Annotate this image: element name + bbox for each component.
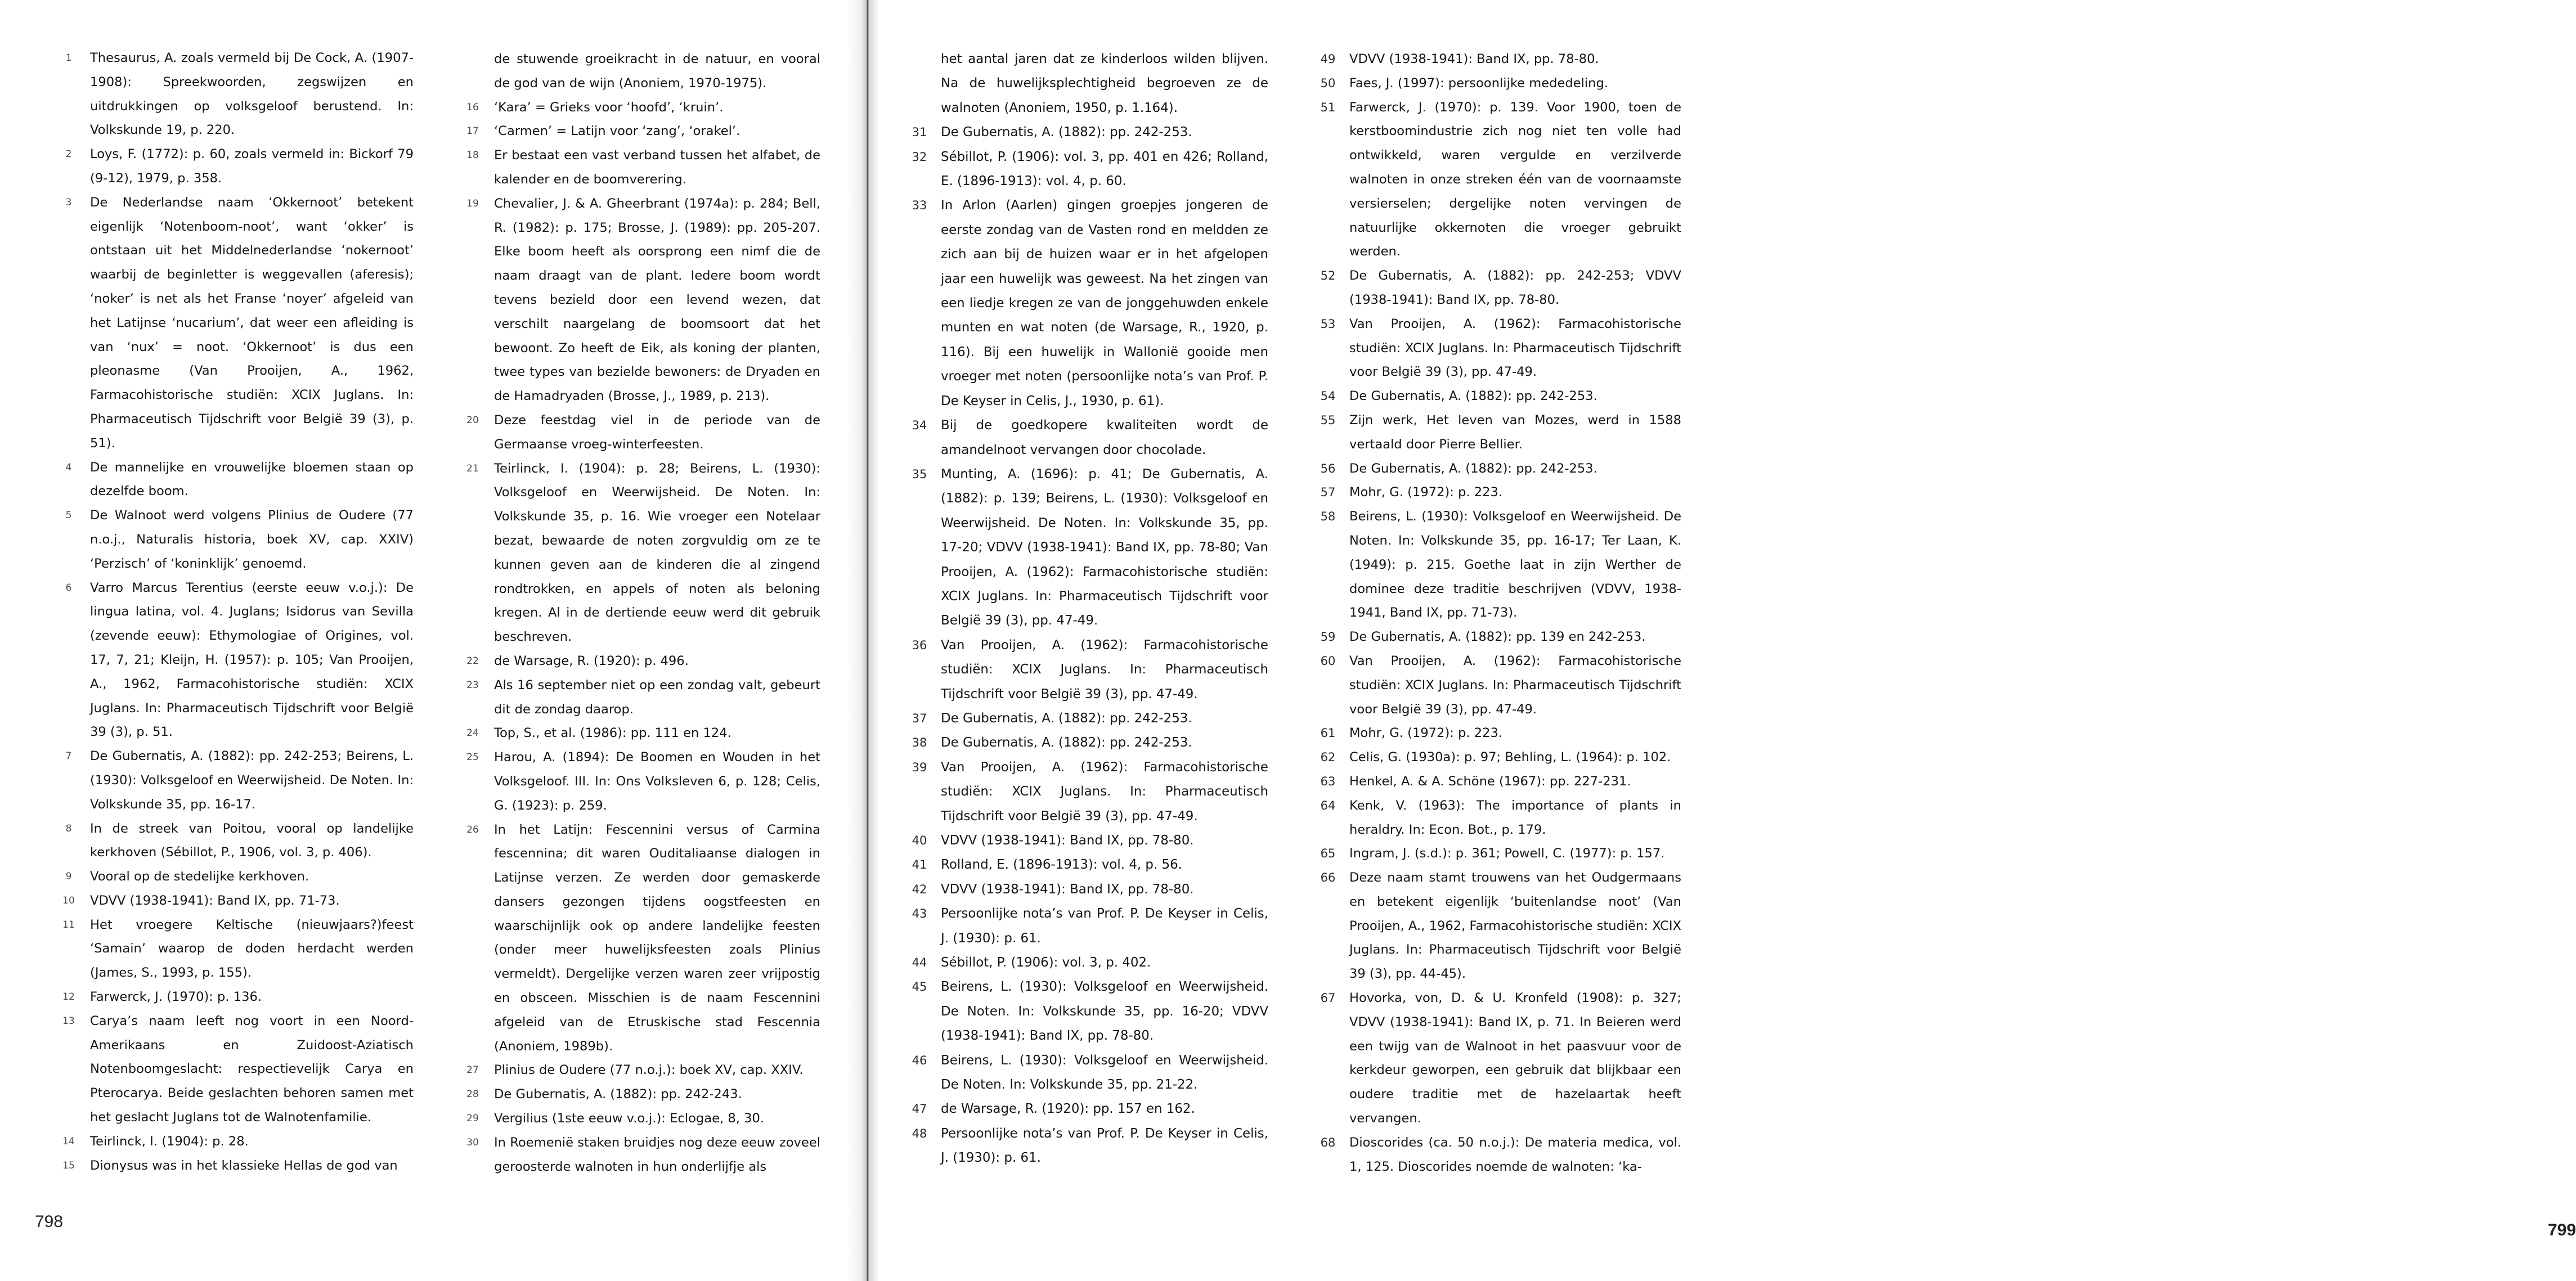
footnote-text: De Gubernatis, A. (1882): pp. 139 en 242-253. (1349, 630, 1646, 645)
footnote-number: 40 (912, 834, 927, 847)
footnote (912, 829, 1268, 853)
footnote-text: Van Prooijen, A. (1962): Farmacohistorische studiën: XCIX Juglans. In: Pharmaceutisch Tijdschrift voor België 39 (3), pp. 47-49. (941, 759, 1268, 824)
footnote (1320, 408, 1681, 457)
footnote (912, 853, 1268, 877)
footnote-text: VDVV (1938-1941): Band IX, pp. 71-73. (90, 893, 340, 908)
footnote-number: 51 (1320, 100, 1336, 114)
footnote (912, 951, 1268, 975)
footnote-text: Vooral op de stedelijke kerkhoven. (90, 869, 309, 884)
footnote (912, 413, 1268, 462)
footnote-text: De mannelijke en vrouwelijke bloemen staan op dezelfde boom. (90, 460, 414, 499)
footnote (912, 707, 1268, 731)
footnote-number: 46 (912, 1053, 927, 1067)
footnote-text: De Nederlandse naam ‘Okkernoot’ betekent eigenlijk ‘Notenboom-noot’, want ‘okker’ is ontstaan uit het Middelnederlandse ‘nokernoot’ waarbij de beginletter is weggevallen (aferesis); ‘noker’ is net als het Franse ‘noyer’ afgeleid van het Latijnse ‘nucarium’, dat weer een afleiding is van ‘nux’ = noot. ‘Okkernoot’ is dus een pleonasme (Van Prooijen, A., 1962, Farmacohistorische studiën: XCIX Juglans. In: Pharmaceutisch Tijdschrift voor België 39 (3), p. 51). (90, 195, 414, 451)
footnote (466, 457, 820, 649)
footnote (62, 985, 414, 1009)
footnote (466, 408, 820, 457)
footnote-number: 48 (912, 1126, 927, 1140)
footnote (1320, 986, 1681, 1131)
footnote-number: 65 (1320, 847, 1336, 861)
footnote (65, 456, 414, 504)
footnote (1320, 649, 1681, 721)
footnote-text: Loys, F. (1772): p. 60, zoals vermeld in: Bickorf 79 (9-12), 1979, p. 358. (90, 147, 414, 186)
footnote-number: 6 (65, 582, 72, 594)
footnote-text: Ingram, J. (s.d.): p. 361; Powell, C. (1977): p. 157. (1349, 846, 1665, 861)
right-page (878, 0, 2576, 1281)
footnote (62, 913, 414, 985)
footnote-number: 1 (65, 52, 72, 64)
footnote-number: 59 (1320, 630, 1336, 644)
footnote (912, 1097, 1268, 1121)
footnote-text: de Warsage, R. (1920): pp. 157 en 162. (941, 1102, 1195, 1117)
footnote-number: 56 (1320, 461, 1336, 475)
footnote-number: 5 (65, 510, 72, 522)
footnote-number: 68 (1320, 1135, 1336, 1149)
footnote-text: Vergilius (1ste eeuw v.o.j.): Eclogae, 8, 30. (494, 1111, 765, 1126)
footnote (912, 1122, 1268, 1171)
footnote (912, 462, 1268, 633)
footnote (1320, 745, 1681, 770)
footnote-number: 35 (912, 467, 927, 481)
footnote-number: 18 (466, 150, 479, 161)
footnote-text: Deze feestdag viel in de periode van de Germaanse vroeg-winterfeesten. (494, 412, 820, 452)
footnote-text: Teirlinck, I. (1904): p. 28; Beirens, L. (1930): Volksgeloof en Weerwijsheid. De Noten. In: Volkskunde 35, p. 16. Wie vroeger een Notelaar bezat, bewaarde de noten zorgvuldig om ze te kunnen geven aan de kinderen die al zingend rondtrokken, en appels of noten als beloning kregen. Al in de dertiende eeuw werd dit gebruik beschreven. (494, 461, 820, 645)
footnote-number: 52 (1320, 269, 1336, 283)
footnote-number: 15 (62, 1159, 75, 1171)
footnote-number: 55 (1320, 413, 1336, 427)
footnote (1320, 457, 1681, 481)
footnote-text: Beirens, L. (1930): Volksgeloof en Weerwijsheid. De Noten. In: Volkskunde 35, pp. 16-17; Ter Laan, K. (1949): p. 215. Goethe laat in zijn Werther de dominee deze traditie beschrijven (VDVV, 1938-1941, Band IX, pp. 71-73). (1349, 509, 1681, 621)
footnote-text: Het vroegere Keltische (nieuwjaars?)feest ‘Samain’ waarop de doden herdacht werden (James, S., 1993, p. 155). (90, 917, 414, 981)
footnote-number: 50 (1320, 76, 1336, 90)
footnote-text: VDVV (1938-1941): Band IX, pp. 78-80. (941, 882, 1194, 897)
footnote (466, 192, 820, 408)
footnote (466, 119, 820, 143)
footnote (1320, 96, 1681, 264)
footnote-text: Persoonlijke nota’s van Prof. P. De Keyser in Celis, J. (1930): p. 61. (941, 1126, 1268, 1166)
footnote (466, 818, 820, 1059)
footnote-number: 64 (1320, 798, 1336, 812)
footnote-text: Mohr, G. (1972): p. 223. (1349, 485, 1503, 500)
footnote (1320, 71, 1681, 96)
footnote-number: 43 (912, 907, 927, 921)
footnote-text: Henkel, A. & A. Schöne (1967): pp. 227-231. (1349, 774, 1631, 789)
footnote-text: ‘Kara’ = Grieks voor ‘hoofd’, ‘kruin’. (494, 100, 724, 115)
footnote (466, 1058, 820, 1082)
footnote-text: Mohr, G. (1972): p. 223. (1349, 726, 1503, 741)
footnote-text: Als 16 september niet op een zondag valt, gebeurt dit de zondag daarop. (494, 677, 820, 717)
footnote-number: 19 (466, 197, 479, 209)
footnote (466, 1131, 820, 1179)
footnote-text: De Gubernatis, A. (1882): pp. 242-253. (941, 711, 1192, 726)
footnote-number: 36 (912, 638, 927, 652)
footnote-text: Kenk, V. (1963): The importance of plants in heraldry. In: Econ. Bot., p. 179. (1349, 798, 1681, 837)
footnote-number: 33 (912, 199, 927, 213)
footnote-text: Thesaurus, A. zoals vermeld bij De Cock, A. (1907-1908): Spreekwoorden, zegswijzen en uitdrukkingen op volksgeloof berustend. In: Volkskunde 19, p. 220. (90, 51, 414, 138)
footnote-number: 28 (466, 1089, 479, 1100)
footnote-number: 20 (466, 414, 479, 426)
notes-column-3 (912, 47, 1268, 1171)
footnote-text: In het Latijn: Fescennini versus of Carmina fescennina; dit waren Ouditaliaanse dialogen in Latijnse verzen. Ze werden door gemaskerde dansers gezongen tijdens oogstfeesten en waarschijnlijk ook op andere landelijke feesten (onder meer huwelijksfeesten zoals Plinius vermeldt). Dergelijke verzen waren zeer vrijpostig en obsceen. Misschien is de naam Fescennini afgeleid van de Etruskische stad Fescennia (Anoniem, 1989b). (494, 822, 820, 1054)
footnote-text: Dioscorides (ca. 50 n.o.j.): De materia medica, vol. 1, 125. Dioscorides noemde de walnoten: ‘ka- (1349, 1135, 1681, 1174)
footnote-text: Van Prooijen, A. (1962): Farmacohistorische studiën: XCIX Juglans. In: Pharmaceutisch Tijdschrift voor België 39 (3), pp. 47-49. (1349, 316, 1681, 380)
footnote (466, 721, 820, 745)
footnote-number: 8 (65, 822, 72, 834)
notes-column-2 (466, 47, 820, 1179)
footnote (65, 576, 414, 745)
footnote (912, 975, 1268, 1048)
footnote-text: Harou, A. (1894): De Boomen en Wouden in het Volksgeloof. III. In: Ons Volksleven 6, p. 128; Celis, G. (1923): p. 259. (494, 750, 820, 813)
footnote-text: De Gubernatis, A. (1882): pp. 242-253. (941, 125, 1192, 140)
footnote (466, 96, 820, 120)
footnote-number: 54 (1320, 389, 1336, 403)
footnote-text: De Gubernatis, A. (1882): pp. 242-253; VDVV (1938-1941): Band IX, pp. 78-80. (1349, 268, 1681, 307)
footnote-text: de Warsage, R. (1920): p. 496. (494, 653, 689, 668)
footnote-number: 30 (466, 1136, 479, 1148)
footnote-text: VDVV (1938-1941): Band IX, pp. 78-80. (941, 833, 1194, 848)
footnote-text: Er bestaat een vast verband tussen het alfabet, de kalender en de boomverering. (494, 148, 820, 187)
left-page (0, 0, 855, 1281)
footnote-number: 3 (65, 196, 72, 208)
footnote (1320, 842, 1681, 866)
footnote-text: ‘Carmen’ = Latijn voor ‘zang’, ‘orakel’. (494, 124, 741, 139)
footnote (62, 1154, 414, 1178)
footnote-text: Deze naam stamt trouwens van het Oudgermaans en betekent eigenlijk ‘buitenlandse noot’ (Van Prooijen, A., 1962, Farmacohistorische studiën: XCIX Juglans. In: Pharmaceutisch Tijdschrift voor België 39 (3), pp. 44-45). (1349, 870, 1681, 982)
footnote-number: 32 (912, 150, 927, 164)
footnote-number: 9 (65, 871, 72, 883)
footnote (912, 194, 1268, 413)
footnote-number: 39 (912, 760, 927, 774)
footnote-number: 27 (466, 1064, 479, 1076)
footnote-number: 57 (1320, 486, 1336, 500)
footnote-number: 38 (912, 736, 927, 750)
footnote-number: 25 (466, 752, 479, 763)
footnote (65, 865, 414, 889)
footnote-number: 63 (1320, 774, 1336, 788)
footnote-number: 67 (1320, 991, 1336, 1005)
footnote-number: 49 (1320, 52, 1336, 66)
footnote-number: 34 (912, 419, 927, 433)
footnote-text: het aantal jaren dat ze kinderloos wilden blijven. Na de huwelijksplechtigheid begroeven ze de walnoten (Anoniem, 1950, p. 1.164). (941, 52, 1268, 115)
footnote-text: Farwerck, J. (1970): p. 136. (90, 990, 262, 1005)
footnote (62, 1009, 414, 1130)
footnote-number: 60 (1320, 654, 1336, 668)
footnote-number: 14 (62, 1135, 75, 1147)
footnote-number: 11 (62, 919, 75, 931)
footnote-number: 16 (466, 101, 479, 113)
footnote-text: Top, S., et al. (1986): pp. 111 en 124. (494, 726, 731, 741)
footnote-number: 4 (65, 461, 72, 473)
footnote-number: 62 (1320, 750, 1336, 765)
footnote-text: Persoonlijke nota’s van Prof. P. De Keyser in Celis, J. (1930): p. 61. (941, 906, 1268, 946)
footnote (912, 878, 1268, 902)
footnote (1320, 866, 1681, 986)
footnote (65, 744, 414, 816)
footnote-text: Munting, A. (1696): p. 41; De Gubernatis, A. (1882): p. 139; Beirens, L. (1930): Volksgeloof en Weerwijsheid. De Noten. In: Volkskunde 35, pp. 17-20; VDVV (1938-1941): Band IX, pp. 78-80; Van Prooijen, A. (1962): Farmacohistorische studiën: XCIX Juglans. In: Pharmaceutisch Tijdschrift voor België 39 (3), pp. 47-49. (941, 466, 1268, 628)
footnote (1320, 721, 1681, 745)
footnote (466, 649, 820, 673)
footnote-text: De Walnoot werd volgens Plinius de Oudere (77 n.o.j., Naturalis historia, boek XV, cap. XXIV) ‘Perzisch’ of ‘koninklijk’ genoemd. (90, 508, 414, 571)
footnote-text: Sébillot, P. (1906): vol. 3, pp. 401 en 426; Rolland, E. (1896-1913): vol. 4, p. 60. (941, 149, 1268, 189)
footnote (912, 756, 1268, 829)
footnote (1320, 312, 1681, 384)
footnote (1320, 625, 1681, 649)
footnote (941, 47, 1268, 120)
footnote-text: Rolland, E. (1896-1913): vol. 4, p. 56. (941, 857, 1182, 873)
footnote-text: de stuwende groeikracht in de natuur, en vooral de god van de wijn (Anoniem, 1970-1975). (494, 52, 820, 91)
footnote-text: Van Prooijen, A. (1962): Farmacohistorische studiën: XCIX Juglans. In: Pharmaceutisch Tijdschrift voor België 39 (3), pp. 47-49. (1349, 653, 1681, 717)
footnote-number: 58 (1320, 510, 1336, 524)
footnote-text: Carya’s naam leeft nog voort in een Noord-Amerikaans en Zuidoost-Aziatisch Notenboomgeslacht: respectievelijk Carya en Pterocarya. Beide geslachten behoren samen met het geslacht Juglans tot de Walnotenfamilie. (90, 1013, 414, 1125)
footnote-number: 7 (65, 750, 72, 762)
footnote-number: 29 (466, 1113, 479, 1125)
footnote-text: In Roemenië staken bruidjes nog deze eeuw zoveel geroosterde walnoten in hun onderlijfje als (494, 1135, 820, 1174)
footnote (65, 46, 414, 142)
footnote-text: Hovorka, von, D. & U. Kronfeld (1908): p. 327; VDVV (1938-1941): Band IX, p. 71. In Beieren werd een twijg van de Walnoot in het paasvuur voor de kerkdeur geworpen, een gebruik dat blijkbaar een oudere traditie met de hazelaartak heeft vervangen. (1349, 991, 1681, 1126)
footnote-text: In Arlon (Aarlen) gingen groepjes jongeren de eerste zondag van de Vasten rond en meldden ze zich aan bij de huizen waar er in het afgelopen jaar een huwelijk was geweest. Na het zingen van een liedje kregen ze van de jonggehuwden enkele munten en wat noten (de Warsage, R., 1920, p. 116). Bij een huwelijk in Wallonië gooide men vroeger met noten (persoonlijke nota’s van Prof. P. De Keyser in Celis, J., 1930, p. 61). (941, 198, 1268, 408)
footnote-number: 12 (62, 991, 75, 1003)
footnote-text: Bij de goedkopere kwaliteiten wordt de amandelnoot vervangen door chocolade. (941, 418, 1268, 457)
footnote (65, 191, 414, 456)
footnote-text: De Gubernatis, A. (1882): pp. 242-253. (941, 735, 1192, 750)
footnote (912, 902, 1268, 951)
footnote-number: 45 (912, 980, 927, 994)
footnote-number: 24 (466, 727, 479, 739)
footnote (466, 1107, 820, 1131)
footnote-number: 31 (912, 125, 927, 140)
footnote-number: 26 (466, 824, 479, 835)
footnote-text: In de streek van Poitou, vooral op landelijke kerkhoven (Sébillot, P., 1906, vol. 3, p. 406). (90, 821, 414, 860)
footnote-number: 22 (466, 655, 479, 667)
footnote-number: 47 (912, 1102, 927, 1116)
footnote-number: 23 (466, 679, 479, 691)
footnote-text: Chevalier, J. & A. Gheerbrant (1974a): p. 284; Bell, R. (1982): p. 175; Brosse, J. (1989): pp. 205-207. Elke boom heeft als oorsprong een nimf die de naam draagt van de plant. Iedere boom wordt tevens bezield door een levend wezen, dat verschilt naargelang de boomsoort dat het bewoont. Zo heeft de Eik, als koning der planten, twee types van bezielde bewoners: de Dryaden en de Hamadryaden (Brosse, J., 1989, p. 213). (494, 196, 820, 404)
notes-column-1 (62, 46, 414, 1177)
footnote-text: VDVV (1938-1941): Band IX, pp. 78-80. (1349, 52, 1599, 66)
footnote-text: Zijn werk, Het leven van Mozes, werd in 1588 vertaald door Pierre Bellier. (1349, 412, 1681, 452)
footnote (1320, 794, 1681, 842)
footnote (65, 504, 414, 576)
footnote-number: 17 (466, 125, 479, 137)
footnote (466, 745, 820, 817)
footnote (1320, 505, 1681, 625)
footnote-text: Varro Marcus Terentius (eerste eeuw v.o.j.): De lingua latina, vol. 4. Juglans; Isidorus van Sevilla (zevende eeuw): Ethymologiae of Origines, vol. 17, 7, 21; Kleijn, H. (1957): p. 105; Van Prooijen, A., 1962, Farmacohistorische studiën: XCIX Juglans. In: Pharmaceutisch Tijdschrift voor België 39 (3), p. 51. (90, 580, 414, 740)
footnote-number: 2 (65, 149, 72, 160)
footnote (1320, 1131, 1681, 1179)
footnote (466, 143, 820, 192)
footnote-text: Plinius de Oudere (77 n.o.j.): boek XV, cap. XXIV. (494, 1063, 804, 1078)
footnote-text: Teirlinck, I. (1904): p. 28. (90, 1134, 249, 1149)
footnote (466, 1082, 820, 1107)
footnote-text: Celis, G. (1930a): p. 97; Behling, L. (1964): p. 102. (1349, 750, 1671, 765)
footnote (62, 889, 414, 913)
footnote-text: De Gubernatis, A. (1882): pp. 242-253. (1349, 389, 1597, 404)
footnote-text: Faes, J. (1997): persoonlijke mededeling. (1349, 75, 1609, 91)
footnote-number: 13 (62, 1015, 75, 1027)
footnote-text: Dionysus was in het klassieke Hellas de god van (90, 1158, 398, 1173)
footnote (912, 120, 1268, 145)
footnote (466, 673, 820, 722)
page-number-right: 799 (2548, 1221, 2576, 1239)
footnote-number: 44 (912, 956, 927, 970)
footnote-text: De Gubernatis, A. (1882): pp. 242-243. (494, 1087, 742, 1102)
footnote (494, 47, 820, 96)
footnote (912, 145, 1268, 194)
footnote (65, 817, 414, 865)
footnote (1320, 47, 1681, 71)
footnote-number: 10 (62, 895, 75, 906)
notes-column-4 (1320, 47, 1681, 1179)
footnote-text: Farwerck, J. (1970): p. 139. Voor 1900, toen de kerstboomindustrie zich nog niet ten volle had ontwikkeld, waren vergulde en verzilverde walnoten in onze streken één van de voornaamste versierselen; dergelijke noten vervingen de natuurlijke okkernoten die vroeger gebruikt werden. (1349, 100, 1681, 259)
footnote (1320, 480, 1681, 505)
page-number-left: 798 (35, 1212, 64, 1231)
footnote (912, 1049, 1268, 1098)
footnote (1320, 384, 1681, 408)
footnote-text: De Gubernatis, A. (1882): pp. 242-253. (1349, 461, 1597, 476)
footnote-number: 41 (912, 858, 927, 872)
footnote-number: 21 (466, 462, 479, 474)
footnote-text: De Gubernatis, A. (1882): pp. 242-253; Beirens, L. (1930): Volksgeloof en Weerwijsheid. De Noten. In: Volkskunde 35, pp. 16-17. (90, 749, 414, 812)
footnote-number: 66 (1320, 871, 1336, 885)
footnote-number: 37 (912, 711, 927, 725)
footnote-text: Sébillot, P. (1906): vol. 3, p. 402. (941, 955, 1151, 970)
footnote (65, 142, 414, 191)
footnote (1320, 770, 1681, 794)
footnote (1320, 264, 1681, 312)
footnote-number: 53 (1320, 317, 1336, 331)
footnote-number: 42 (912, 882, 927, 896)
footnote-text: Beirens, L. (1930): Volksgeloof en Weerwijsheid. De Noten. In: Volkskunde 35, pp. 21-22. (941, 1053, 1268, 1093)
footnote (912, 633, 1268, 707)
footnote (912, 731, 1268, 755)
footnote-number: 61 (1320, 726, 1336, 740)
footnote-text: Beirens, L. (1930): Volksgeloof en Weerwijsheid. De Noten. In: Volkskunde 35, pp. 16-20; VDVV (1938-1941): Band IX, pp. 78-80. (941, 979, 1268, 1044)
footnote-text: Van Prooijen, A. (1962): Farmacohistorische studiën: XCIX Juglans. In: Pharmaceutisch Tijdschrift voor België 39 (3), pp. 47-49. (941, 637, 1268, 702)
footnote (62, 1130, 414, 1154)
